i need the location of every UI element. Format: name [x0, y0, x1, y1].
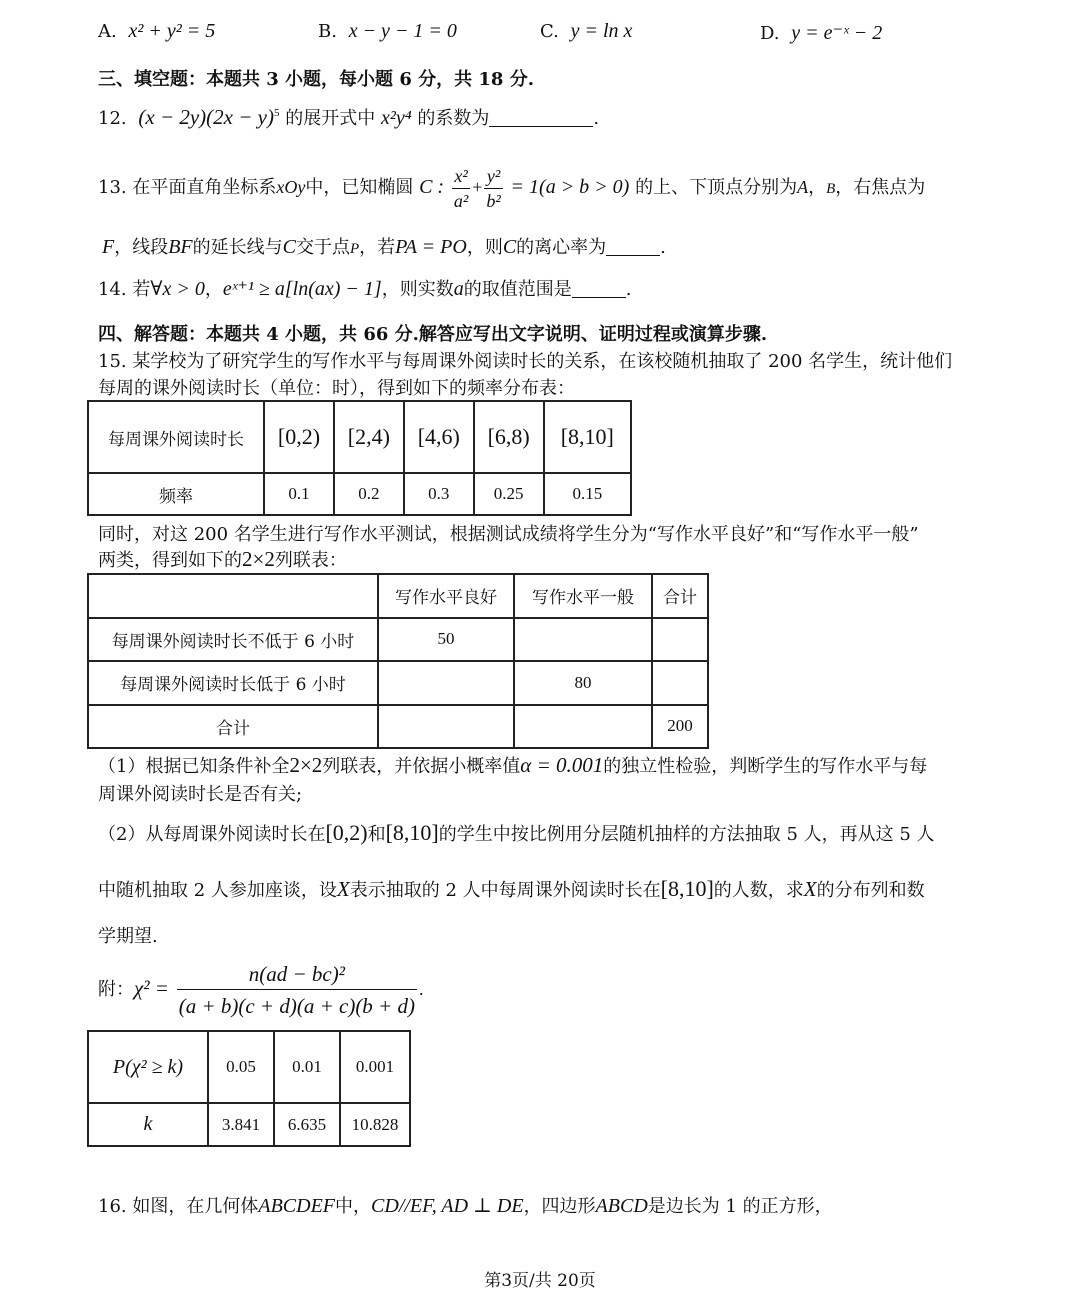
- q13-P: P: [350, 241, 360, 257]
- option-c: [540, 20, 632, 43]
- q13-end: .: [660, 237, 666, 258]
- q15-line1: 15. 某学校为了研究学生的写作水平与每周课外阅读时长的关系，在该校随机抽取了 200 名学生，统计他们: [98, 351, 953, 372]
- q12-end: .: [593, 108, 600, 129]
- header-average: 写作水平一般: [514, 574, 652, 618]
- q14-text2: ，: [204, 279, 223, 300]
- chi-formula-fraction: [177, 959, 417, 1022]
- q14-number: 14.: [98, 279, 127, 300]
- q14-inequality: eˣ⁺¹ ≥ a[ln(ax) − 1]: [222, 278, 382, 300]
- q16-solid: ABCDEF: [258, 1195, 336, 1217]
- q15-part1-b: 列联表，并依据小概率值: [322, 756, 521, 777]
- freq-cell: 0.25: [474, 473, 544, 515]
- q13-B: B: [826, 181, 836, 197]
- q13-F: F: [102, 236, 115, 258]
- q13-frac-y-num: y²: [484, 164, 502, 189]
- freq-cell: 0.15: [544, 473, 631, 515]
- q15-part2-l2-a: 中随机抽取 2 人参加座谈，设: [98, 880, 337, 901]
- option-a-label: A.: [98, 21, 117, 42]
- frequency-table: [87, 400, 632, 516]
- q13-text4: ，右焦点为: [835, 177, 926, 198]
- q15-part1-math: 2×2: [289, 753, 323, 777]
- q13-C2: C: [282, 236, 296, 258]
- q13-l2-text1: ，线段: [114, 237, 169, 258]
- q12-text1: 的展开式中: [285, 108, 376, 129]
- k-value: 10.828: [340, 1103, 410, 1146]
- k-value: 3.841: [208, 1103, 274, 1146]
- q14-condition: ∀x > 0: [150, 278, 205, 300]
- header-total: 合计: [652, 574, 708, 618]
- section4-title: 四、解答题：本题共 4 小题，共 66 分.解答应写出文字说明、证明过程或演算步骤.: [98, 324, 768, 345]
- freq-row-label: 频率: [88, 473, 264, 515]
- q15-interval-2: [8,10]: [385, 820, 439, 845]
- q13-number: 13.: [98, 177, 127, 198]
- table-cell: [514, 618, 652, 662]
- q15-part2-l2-d: 的分布列和数: [816, 880, 925, 901]
- interval-cell: [8,10]: [544, 401, 631, 473]
- q15-part2-l2-c: 的人数，求: [713, 880, 804, 901]
- q13-l2-text4: ，若: [359, 237, 396, 258]
- q13-condition: = 1(a > b > 0): [510, 176, 630, 198]
- table-cell: [652, 618, 708, 662]
- chi-square: χ² =: [134, 976, 169, 1000]
- p-value: 0.001: [340, 1031, 410, 1103]
- table-row: [88, 1103, 410, 1146]
- q16-number: 16.: [98, 1196, 127, 1217]
- q12-expr: (x − 2y)(2x − y): [138, 105, 274, 129]
- table-cell: 50: [378, 618, 514, 662]
- p-value: 0.01: [274, 1031, 340, 1103]
- freq-cell: 0.3: [404, 473, 474, 515]
- question-14: [98, 275, 631, 301]
- q16-text3: ，四边形: [523, 1196, 596, 1217]
- question-12: [98, 104, 599, 130]
- interval-cell: [2,4): [334, 401, 404, 473]
- q13-frac-y: [484, 164, 502, 213]
- q16-text1: 如图，在几何体: [132, 1196, 259, 1217]
- q13-frac-x: [452, 164, 470, 213]
- q14-end: .: [625, 279, 632, 300]
- q15-part2-b: 的学生中按比例用分层随机抽样的方法抽取 5 人，再从这 5 人: [438, 824, 935, 845]
- table-row: [88, 661, 708, 705]
- k-label: k: [88, 1103, 208, 1146]
- option-c-label: C.: [540, 21, 559, 42]
- q15-X2: X: [803, 877, 817, 901]
- q12-answer-blank[interactable]: [489, 108, 593, 127]
- q13-frac-x-num: x²: [452, 164, 470, 189]
- q15-interval-1: [0,2): [325, 820, 368, 845]
- table-cell: [652, 661, 708, 705]
- q15-part2-line3: 学期望.: [98, 926, 158, 947]
- q13-eq: PA = PO: [395, 236, 467, 258]
- table-row: [88, 705, 708, 749]
- q13-text3: 的上、下顶点分别为: [635, 177, 798, 198]
- table-cell: [514, 705, 652, 749]
- q12-number: 12.: [98, 108, 127, 129]
- page-footer: 第3页/共 20页: [484, 1271, 596, 1291]
- q13-frac-y-den: b²: [486, 190, 501, 211]
- option-d: [760, 20, 882, 45]
- p-value: 0.05: [208, 1031, 274, 1103]
- q13-l2-text5: ，则: [466, 237, 503, 258]
- q15-part1: [98, 752, 927, 778]
- q13-l2-text2: 的延长线与: [192, 237, 283, 258]
- appendix-formula: [98, 955, 423, 1023]
- table-row: [88, 574, 708, 618]
- q12-text2: 的系数为: [417, 108, 490, 129]
- q14-text3: ，则实数: [381, 279, 454, 300]
- q13-text1: 在平面直角坐标系: [132, 177, 277, 198]
- frequency-table-row: [88, 401, 631, 473]
- table-cell: 200: [652, 705, 708, 749]
- q16-relation: CD//EF, AD ⊥ DE: [371, 1195, 524, 1217]
- q15-part2-and: 和: [367, 824, 386, 845]
- interval-cell: [4,6): [404, 401, 474, 473]
- q12-term: x²y⁴: [380, 107, 412, 129]
- critical-value-table: [87, 1030, 411, 1147]
- q14-a: a: [453, 278, 464, 300]
- interval-cell: [6,8): [474, 401, 544, 473]
- q13-answer-blank[interactable]: [606, 237, 660, 256]
- option-d-expr: y = e⁻ˣ − 2: [791, 22, 883, 44]
- row-label: 每周课外阅读时长不低于 6 小时: [88, 618, 378, 662]
- p-label: P(χ² ≥ k): [88, 1031, 208, 1103]
- formula-numerator: n(ad − bc)²: [177, 959, 417, 990]
- q15-X: X: [336, 877, 350, 901]
- option-a-expr: x² + y² = 5: [128, 20, 216, 42]
- q15-line2: 每周的课外阅读时长（单位：时），得到如下的频率分布表：: [98, 378, 575, 399]
- table-cell: [378, 705, 514, 749]
- frequency-table-row: [88, 473, 631, 515]
- row-label: 每周课外阅读时长低于 6 小时: [88, 661, 378, 705]
- q13-text2: 中，已知椭圆: [305, 177, 414, 198]
- q15-line4-a: 两类，得到如下的: [98, 550, 242, 571]
- q15-line4-math: 2×2: [242, 547, 275, 571]
- q13-l2-text3: 交于点: [296, 237, 350, 258]
- freq-cell: 0.2: [334, 473, 404, 515]
- q12-exponent: 5: [273, 107, 280, 119]
- q14-text4: 的取值范围是: [463, 279, 572, 300]
- q15-alpha: α = 0.001: [520, 753, 604, 777]
- q16-text4: 是边长为 1 的正方形，: [647, 1196, 833, 1217]
- freq-cell: 0.1: [264, 473, 334, 515]
- contingency-table: [87, 573, 709, 749]
- q16-text2: 中，: [335, 1196, 372, 1217]
- q15-part1-a: （1）根据已知条件补全: [98, 756, 290, 777]
- k-value: 6.635: [274, 1103, 340, 1146]
- option-b-expr: x − y − 1 = 0: [348, 20, 457, 42]
- q16-quad: ABCD: [595, 1195, 648, 1217]
- q14-text1: 若: [132, 279, 151, 300]
- option-c-expr: y = ln x: [570, 20, 633, 42]
- formula-denominator: (a + b)(c + d)(a + c)(b + d): [178, 993, 415, 1018]
- q15-part2-l2-b: 表示抽取的 2 人中每周课外阅读时长在: [349, 880, 661, 901]
- q15-part2-a: （2）从每周课外阅读时长在: [98, 824, 326, 845]
- q15-part1-line2: 周课外阅读时长是否有关;: [98, 784, 303, 805]
- option-a: [98, 20, 215, 43]
- q13-xoy: xOy: [276, 177, 306, 197]
- option-d-label: D.: [760, 23, 780, 44]
- table-row: [88, 618, 708, 662]
- appendix-label: 附：: [98, 979, 134, 1000]
- q13-frac-x-den: a²: [453, 190, 469, 211]
- table-row: [88, 1031, 410, 1103]
- row-label: 合计: [88, 705, 378, 749]
- header-good: 写作水平良好: [378, 574, 514, 618]
- q13-C3: C: [502, 236, 517, 258]
- q13-BF: BF: [168, 236, 193, 258]
- q13-c: C :: [419, 176, 445, 198]
- section3-title: 三、填空题：本题共 3 小题，每小题 6 分，共 18 分.: [98, 69, 534, 90]
- q15-line4: [98, 546, 347, 572]
- q15-line4-b: 列联表：: [274, 550, 347, 571]
- q13-l2-text6: 的离心率为: [516, 237, 607, 258]
- freq-row-label: 每周课外阅读时长: [88, 401, 264, 473]
- option-b: [318, 20, 457, 43]
- table-cell: 80: [514, 661, 652, 705]
- question-13-line2: [102, 233, 666, 259]
- question-13: [98, 160, 925, 216]
- q15-part2: [98, 820, 935, 846]
- q13-A: A: [797, 177, 809, 197]
- table-cell: [378, 661, 514, 705]
- question-16: [98, 1192, 833, 1218]
- q13-comma: ，: [808, 177, 827, 198]
- q15-part2-line2: [98, 876, 925, 902]
- q15-interval-3: [8,10]: [660, 876, 714, 901]
- q13-plus: +: [472, 177, 483, 197]
- formula-end: .: [418, 979, 424, 999]
- interval-cell: [0,2): [264, 401, 334, 473]
- q15-line3: 同时，对这 200 名学生进行写作水平测试，根据测试成绩将学生分为“写作水平良好”和“写作水平一般”: [98, 524, 919, 545]
- q14-answer-blank[interactable]: [572, 279, 626, 298]
- table-corner: [88, 574, 378, 618]
- q15-part1-c: 的独立性检验，判断学生的写作水平与每: [603, 756, 928, 777]
- option-b-label: B.: [318, 21, 337, 42]
